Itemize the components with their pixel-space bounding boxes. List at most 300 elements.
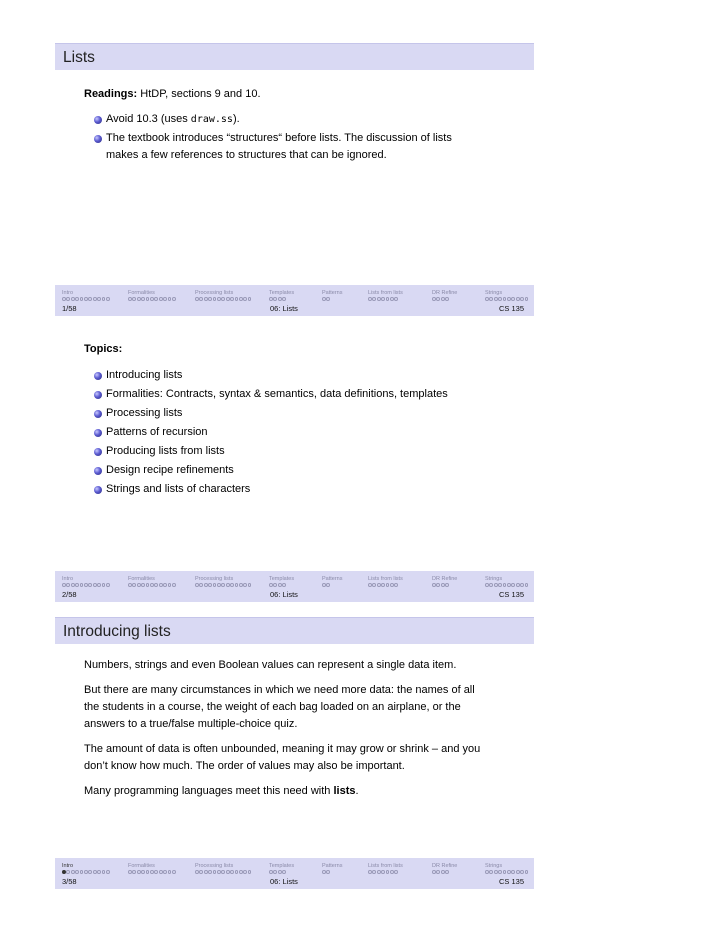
nav-frame-dot[interactable] bbox=[204, 583, 208, 587]
nav-frame-dot[interactable] bbox=[93, 870, 97, 874]
nav-frame-dot[interactable] bbox=[445, 583, 449, 587]
bold-text: lists bbox=[333, 785, 356, 797]
nav-frame-dot[interactable] bbox=[172, 870, 176, 874]
nav-frame-dot[interactable] bbox=[106, 297, 110, 301]
nav-section-dots bbox=[368, 583, 398, 588]
nav-frame-dot[interactable] bbox=[102, 870, 106, 874]
slide-content bbox=[84, 657, 524, 808]
nav-section-label[interactable]: Formalities bbox=[128, 863, 155, 869]
nav-frame-dot[interactable] bbox=[507, 583, 511, 587]
nav-frame-dot[interactable] bbox=[159, 297, 163, 301]
nav-frame-dot[interactable] bbox=[372, 583, 376, 587]
bullet-line: The textbook introduces “structures“ before lists. The discussion of lists bbox=[106, 132, 452, 144]
nav-section-dots bbox=[269, 583, 286, 588]
nav-section-dots bbox=[62, 870, 110, 875]
nav-frame-dot[interactable] bbox=[163, 870, 167, 874]
nav-section-dots bbox=[62, 583, 110, 588]
topics-list bbox=[84, 367, 524, 498]
nav-frame-dot[interactable] bbox=[445, 297, 449, 301]
nav-frame-dot[interactable] bbox=[485, 583, 489, 587]
nav-frame-dot[interactable] bbox=[204, 297, 208, 301]
nav-section-label[interactable]: Patterns bbox=[322, 576, 343, 582]
readings-bullets bbox=[84, 111, 524, 164]
nav-frame-dot[interactable] bbox=[146, 870, 150, 874]
nav-frame-dot[interactable] bbox=[377, 297, 381, 301]
text-line: answers to a true/false multiple-choice quiz. bbox=[84, 718, 298, 730]
topic-text: Patterns of recursion bbox=[106, 426, 208, 438]
text-line: The amount of data is often unbounded, meaning it may grow or shrink – and you bbox=[84, 743, 481, 755]
nav-frame-dot[interactable] bbox=[195, 870, 199, 874]
nav-frame-dot[interactable] bbox=[226, 870, 230, 874]
bullet-text: Avoid 10.3 (uses bbox=[106, 113, 191, 125]
nav-frame-dot[interactable] bbox=[154, 583, 158, 587]
slide-title-bar bbox=[55, 43, 534, 70]
nav-frame-dot[interactable] bbox=[102, 297, 106, 301]
nav-frame-dot[interactable] bbox=[525, 297, 529, 301]
nav-frame-dot[interactable] bbox=[75, 583, 79, 587]
nav-frame-dot[interactable] bbox=[498, 870, 502, 874]
nav-section-label[interactable]: Intro bbox=[62, 863, 74, 869]
nav-frame-dot[interactable] bbox=[213, 870, 217, 874]
nav-frame-dot[interactable] bbox=[525, 583, 529, 587]
nav-section-label[interactable]: Formalities bbox=[128, 576, 155, 582]
nav-frame-dot[interactable] bbox=[520, 870, 524, 874]
nav-frame-dot[interactable] bbox=[97, 297, 101, 301]
nav-section-dots bbox=[322, 870, 330, 875]
nav-frame-dot[interactable] bbox=[154, 870, 158, 874]
nav-frame-dot[interactable] bbox=[520, 297, 524, 301]
nav-frame-dot[interactable] bbox=[282, 583, 286, 587]
topic-item bbox=[84, 405, 524, 422]
bullet-ball-icon bbox=[94, 410, 102, 418]
nav-section-label[interactable]: Processing lists bbox=[195, 576, 234, 582]
nav-frame-dot[interactable] bbox=[221, 297, 225, 301]
nav-frame-dot[interactable] bbox=[213, 297, 217, 301]
bullet-ball-icon bbox=[94, 448, 102, 456]
nav-section-dots bbox=[62, 297, 110, 302]
nav-frame-dot[interactable] bbox=[217, 583, 221, 587]
readings-label: Readings: bbox=[84, 88, 138, 100]
nav-frame-dot[interactable] bbox=[372, 870, 376, 874]
slide-footer bbox=[55, 571, 534, 602]
nav-section-label[interactable]: Lists from lists bbox=[368, 576, 403, 582]
nav-frame-dot[interactable] bbox=[62, 583, 66, 587]
nav-frame-dot[interactable] bbox=[84, 583, 88, 587]
nav-frame-dot[interactable] bbox=[381, 297, 385, 301]
nav-section-dots bbox=[195, 583, 251, 588]
topics-heading: Topics: bbox=[84, 343, 123, 355]
nav-frame-dot[interactable] bbox=[372, 297, 376, 301]
nav-frame-dot[interactable] bbox=[128, 297, 132, 301]
nav-frame-dot[interactable] bbox=[208, 297, 212, 301]
nav-frame-dot[interactable] bbox=[248, 297, 252, 301]
topic-text: Introducing lists bbox=[106, 369, 183, 381]
nav-frame-dot[interactable] bbox=[278, 297, 282, 301]
nav-frame-dot[interactable] bbox=[137, 583, 141, 587]
bullet-text-end: ). bbox=[232, 113, 240, 125]
footer-course: CS 135 bbox=[498, 304, 524, 313]
nav-frame-dot[interactable] bbox=[88, 297, 92, 301]
nav-frame-dot[interactable] bbox=[432, 583, 436, 587]
nav-section-dots bbox=[368, 870, 398, 875]
nav-frame-dot[interactable] bbox=[326, 870, 330, 874]
bullet-ball-icon bbox=[94, 429, 102, 437]
nav-frame-dot[interactable] bbox=[163, 583, 167, 587]
nav-section-dots bbox=[485, 297, 528, 302]
nav-frame-dot[interactable] bbox=[381, 870, 385, 874]
nav-frame-dot[interactable] bbox=[485, 297, 489, 301]
nav-frame-dot[interactable] bbox=[269, 297, 273, 301]
nav-frame-dot[interactable] bbox=[239, 870, 243, 874]
nav-frame-dot[interactable] bbox=[168, 870, 172, 874]
nav-frame-dot[interactable] bbox=[150, 870, 154, 874]
nav-frame-dot[interactable] bbox=[217, 870, 221, 874]
nav-frame-dot[interactable] bbox=[273, 297, 277, 301]
nav-frame-dot[interactable] bbox=[239, 583, 243, 587]
nav-frame-dot[interactable] bbox=[146, 583, 150, 587]
nav-frame-dot[interactable] bbox=[235, 870, 239, 874]
nav-frame-dot[interactable] bbox=[248, 870, 252, 874]
nav-section-label[interactable]: Patterns bbox=[322, 863, 343, 869]
code-text: draw.ss bbox=[190, 114, 233, 125]
nav-frame-dot[interactable] bbox=[516, 583, 520, 587]
nav-section-dots bbox=[269, 297, 286, 302]
nav-frame-dot[interactable] bbox=[80, 870, 84, 874]
nav-frame-dot[interactable] bbox=[525, 870, 529, 874]
nav-section-dots bbox=[432, 870, 449, 875]
nav-section-label[interactable]: Formalities bbox=[128, 290, 155, 296]
nav-frame-dot[interactable] bbox=[71, 297, 75, 301]
nav-frame-dot[interactable] bbox=[66, 870, 70, 874]
nav-frame-dot[interactable] bbox=[172, 297, 176, 301]
slide-footer bbox=[55, 285, 534, 316]
nav-frame-dot[interactable] bbox=[199, 583, 203, 587]
nav-frame-dot[interactable] bbox=[132, 870, 136, 874]
nav-frame-dot[interactable] bbox=[195, 297, 199, 301]
nav-frame-dot[interactable] bbox=[208, 583, 212, 587]
nav-frame-dot[interactable] bbox=[230, 870, 234, 874]
nav-frame-dot[interactable] bbox=[141, 297, 145, 301]
slide-title: Introducing lists bbox=[63, 623, 171, 640]
nav-frame-dot[interactable] bbox=[75, 870, 79, 874]
nav-frame-dot[interactable] bbox=[494, 583, 498, 587]
nav-section-label[interactable]: DR Refine bbox=[432, 290, 458, 296]
slide-2 bbox=[55, 330, 534, 602]
nav-frame-dot[interactable] bbox=[137, 297, 141, 301]
topic-item bbox=[84, 367, 524, 384]
nav-frame-dot[interactable] bbox=[150, 297, 154, 301]
nav-section-dots bbox=[195, 870, 251, 875]
nav-frame-dot[interactable] bbox=[436, 870, 440, 874]
nav-frame-dot[interactable] bbox=[132, 297, 136, 301]
topic-text: Formalities: Contracts, syntax & semantics, data definitions, templates bbox=[106, 388, 448, 400]
nav-frame-dot[interactable] bbox=[390, 583, 394, 587]
nav-frame-dot[interactable] bbox=[106, 870, 110, 874]
nav-frame-dot[interactable] bbox=[269, 583, 273, 587]
nav-frame-dot[interactable] bbox=[132, 583, 136, 587]
nav-frame-dot[interactable] bbox=[199, 297, 203, 301]
nav-frame-dot[interactable] bbox=[278, 870, 282, 874]
nav-frame-dot[interactable] bbox=[163, 297, 167, 301]
nav-section-dots bbox=[485, 583, 528, 588]
nav-frame-dot[interactable] bbox=[221, 583, 225, 587]
nav-frame-dot[interactable] bbox=[489, 583, 493, 587]
nav-frame-dot[interactable] bbox=[66, 583, 70, 587]
nav-section-dots bbox=[128, 297, 176, 302]
topic-item bbox=[84, 424, 524, 441]
nav-frame-dot[interactable] bbox=[503, 870, 507, 874]
nav-frame-dot[interactable] bbox=[511, 583, 515, 587]
slide-content bbox=[84, 86, 524, 164]
page-number: 3/58 bbox=[62, 877, 77, 886]
nav-frame-dot[interactable] bbox=[208, 870, 212, 874]
nav-frame-dot[interactable] bbox=[485, 870, 489, 874]
nav-frame-dot[interactable] bbox=[141, 870, 145, 874]
nav-frame-dot[interactable] bbox=[71, 870, 75, 874]
nav-frame-dot[interactable] bbox=[503, 297, 507, 301]
nav-frame-dot[interactable] bbox=[511, 297, 515, 301]
nav-frame-dot[interactable] bbox=[75, 297, 79, 301]
list-item bbox=[84, 111, 524, 128]
nav-frame-dot[interactable] bbox=[243, 583, 247, 587]
nav-frame-dot[interactable] bbox=[394, 297, 398, 301]
nav-frame-dot[interactable] bbox=[168, 583, 172, 587]
nav-section-label[interactable]: Intro bbox=[62, 576, 74, 582]
nav-frame-dot[interactable] bbox=[273, 870, 277, 874]
slide-1 bbox=[55, 43, 534, 316]
topic-item bbox=[84, 462, 524, 479]
nav-section-label[interactable]: Strings bbox=[485, 863, 503, 869]
nav-frame-dot[interactable] bbox=[93, 297, 97, 301]
nav-section-dots bbox=[195, 297, 251, 302]
nav-section-dots bbox=[269, 870, 286, 875]
slide-title-bar bbox=[55, 617, 534, 644]
nav-section-label[interactable]: Templates bbox=[269, 290, 295, 296]
nav-frame-dot[interactable] bbox=[195, 583, 199, 587]
nav-frame-dot[interactable] bbox=[520, 583, 524, 587]
nav-section-label[interactable]: Patterns bbox=[322, 290, 343, 296]
nav-frame-dot[interactable] bbox=[88, 583, 92, 587]
nav-frame-dot[interactable] bbox=[494, 297, 498, 301]
nav-frame-dot[interactable] bbox=[243, 297, 247, 301]
footer-title: 06: Lists bbox=[270, 877, 298, 886]
nav-frame-dot[interactable] bbox=[494, 870, 498, 874]
bullet-ball-icon bbox=[94, 391, 102, 399]
nav-frame-dot[interactable] bbox=[432, 870, 436, 874]
nav-frame-dot[interactable] bbox=[62, 297, 66, 301]
nav-frame-dot[interactable] bbox=[322, 870, 326, 874]
nav-frame-dot[interactable] bbox=[204, 870, 208, 874]
nav-frame-dot[interactable] bbox=[217, 297, 221, 301]
nav-frame-dot[interactable] bbox=[93, 583, 97, 587]
nav-frame-dot[interactable] bbox=[390, 297, 394, 301]
nav-frame-dot[interactable] bbox=[199, 870, 203, 874]
nav-frame-dot[interactable] bbox=[445, 870, 449, 874]
page-number: 1/58 bbox=[62, 304, 77, 313]
nav-frame-dot[interactable] bbox=[97, 870, 101, 874]
nav-frame-dot[interactable] bbox=[239, 297, 243, 301]
topic-item bbox=[84, 386, 524, 403]
nav-section-dots bbox=[432, 297, 449, 302]
nav-frame-dot[interactable] bbox=[230, 583, 234, 587]
nav-frame-dot[interactable] bbox=[503, 583, 507, 587]
nav-section-label[interactable]: Lists from lists bbox=[368, 290, 403, 296]
nav-frame-dot[interactable] bbox=[273, 583, 277, 587]
nav-section-dots bbox=[485, 870, 528, 875]
nav-frame-dot[interactable] bbox=[62, 870, 66, 874]
nav-frame-dot[interactable] bbox=[390, 870, 394, 874]
nav-frame-dot[interactable] bbox=[226, 297, 230, 301]
nav-frame-dot[interactable] bbox=[441, 583, 445, 587]
nav-frame-dot[interactable] bbox=[368, 297, 372, 301]
nav-frame-dot[interactable] bbox=[80, 297, 84, 301]
text: Many programming languages meet this need with bbox=[84, 785, 334, 797]
nav-frame-dot[interactable] bbox=[221, 870, 225, 874]
nav-frame-dot[interactable] bbox=[436, 583, 440, 587]
nav-section-label[interactable]: Strings bbox=[485, 576, 503, 582]
nav-section-label[interactable]: Templates bbox=[269, 863, 295, 869]
text-line: But there are many circumstances in which we need more data: the names of all bbox=[84, 684, 475, 696]
nav-section-label[interactable]: Templates bbox=[269, 576, 295, 582]
nav-frame-dot[interactable] bbox=[436, 297, 440, 301]
nav-frame-dot[interactable] bbox=[516, 297, 520, 301]
nav-frame-dot[interactable] bbox=[226, 583, 230, 587]
nav-frame-dot[interactable] bbox=[230, 297, 234, 301]
nav-frame-dot[interactable] bbox=[394, 870, 398, 874]
slide-title: Lists bbox=[63, 49, 95, 66]
nav-section-dots bbox=[322, 297, 330, 302]
nav-frame-dot[interactable] bbox=[498, 583, 502, 587]
readings-text: HtDP, sections 9 and 10. bbox=[140, 88, 261, 100]
nav-frame-dot[interactable] bbox=[128, 870, 132, 874]
nav-frame-dot[interactable] bbox=[102, 583, 106, 587]
nav-frame-dot[interactable] bbox=[80, 583, 84, 587]
nav-frame-dot[interactable] bbox=[516, 870, 520, 874]
nav-frame-dot[interactable] bbox=[322, 297, 326, 301]
nav-frame-dot[interactable] bbox=[326, 583, 330, 587]
paragraph: Numbers, strings and even Boolean values can represent a single data item. bbox=[84, 659, 457, 671]
nav-frame-dot[interactable] bbox=[282, 297, 286, 301]
nav-frame-dot[interactable] bbox=[88, 870, 92, 874]
nav-frame-dot[interactable] bbox=[441, 297, 445, 301]
nav-frame-dot[interactable] bbox=[386, 870, 390, 874]
topic-text: Strings and lists of characters bbox=[106, 483, 251, 495]
nav-frame-dot[interactable] bbox=[84, 297, 88, 301]
paragraph bbox=[84, 741, 524, 775]
nav-frame-dot[interactable] bbox=[441, 870, 445, 874]
nav-section-label[interactable]: Processing lists bbox=[195, 290, 234, 296]
nav-frame-dot[interactable] bbox=[322, 583, 326, 587]
nav-frame-dot[interactable] bbox=[511, 870, 515, 874]
nav-frame-dot[interactable] bbox=[489, 297, 493, 301]
paragraph bbox=[84, 783, 524, 800]
nav-frame-dot[interactable] bbox=[66, 297, 70, 301]
nav-frame-dot[interactable] bbox=[278, 583, 282, 587]
nav-frame-dot[interactable] bbox=[213, 583, 217, 587]
nav-frame-dot[interactable] bbox=[386, 583, 390, 587]
nav-frame-dot[interactable] bbox=[368, 583, 372, 587]
nav-frame-dot[interactable] bbox=[243, 870, 247, 874]
bullet-ball-icon bbox=[94, 116, 102, 124]
nav-frame-dot[interactable] bbox=[97, 583, 101, 587]
nav-frame-dot[interactable] bbox=[154, 297, 158, 301]
slide-content bbox=[84, 341, 524, 500]
slide-footer bbox=[55, 858, 534, 889]
list-item bbox=[84, 130, 524, 164]
nav-frame-dot[interactable] bbox=[489, 870, 493, 874]
nav-frame-dot[interactable] bbox=[377, 870, 381, 874]
nav-frame-dot[interactable] bbox=[248, 583, 252, 587]
nav-frame-dot[interactable] bbox=[377, 583, 381, 587]
nav-frame-dot[interactable] bbox=[432, 297, 436, 301]
topic-text: Design recipe refinements bbox=[106, 464, 234, 476]
nav-frame-dot[interactable] bbox=[150, 583, 154, 587]
nav-frame-dot[interactable] bbox=[507, 297, 511, 301]
slide-3 bbox=[55, 617, 534, 889]
nav-section-label[interactable]: Lists from lists bbox=[368, 863, 403, 869]
nav-frame-dot[interactable] bbox=[368, 870, 372, 874]
nav-frame-dot[interactable] bbox=[381, 583, 385, 587]
bullet-ball-icon bbox=[94, 135, 102, 143]
nav-frame-dot[interactable] bbox=[282, 870, 286, 874]
bullet-ball-icon bbox=[94, 467, 102, 475]
nav-frame-dot[interactable] bbox=[507, 870, 511, 874]
nav-frame-dot[interactable] bbox=[146, 297, 150, 301]
bullet-ball-icon bbox=[94, 486, 102, 494]
topic-text: Processing lists bbox=[106, 407, 183, 419]
nav-frame-dot[interactable] bbox=[159, 870, 163, 874]
nav-section-dots bbox=[432, 583, 449, 588]
text-line: don’t know how much. The order of values may also be important. bbox=[84, 760, 405, 772]
footer-title: 06: Lists bbox=[270, 590, 298, 599]
nav-frame-dot[interactable] bbox=[394, 583, 398, 587]
nav-section-dots bbox=[368, 297, 398, 302]
nav-frame-dot[interactable] bbox=[235, 583, 239, 587]
paragraph bbox=[84, 682, 524, 733]
nav-frame-dot[interactable] bbox=[106, 583, 110, 587]
nav-frame-dot[interactable] bbox=[71, 583, 75, 587]
nav-frame-dot[interactable] bbox=[141, 583, 145, 587]
nav-frame-dot[interactable] bbox=[159, 583, 163, 587]
nav-frame-dot[interactable] bbox=[168, 297, 172, 301]
nav-section-dots bbox=[128, 870, 176, 875]
nav-frame-dot[interactable] bbox=[172, 583, 176, 587]
nav-section-label[interactable]: Intro bbox=[62, 290, 74, 296]
nav-frame-dot[interactable] bbox=[84, 870, 88, 874]
topic-item bbox=[84, 443, 524, 460]
nav-frame-dot[interactable] bbox=[498, 297, 502, 301]
text-line: the students in a course, the weight of each bag loaded on an airplane, or the bbox=[84, 701, 461, 713]
nav-section-dots bbox=[128, 583, 176, 588]
nav-frame-dot[interactable] bbox=[269, 870, 273, 874]
nav-frame-dot[interactable] bbox=[128, 583, 132, 587]
nav-section-label[interactable]: DR Refine bbox=[432, 863, 458, 869]
nav-section-label[interactable]: Strings bbox=[485, 290, 503, 296]
topic-text: Producing lists from lists bbox=[106, 445, 225, 457]
nav-frame-dot[interactable] bbox=[235, 297, 239, 301]
nav-frame-dot[interactable] bbox=[326, 297, 330, 301]
nav-frame-dot[interactable] bbox=[137, 870, 141, 874]
text-end: . bbox=[355, 785, 359, 797]
nav-frame-dot[interactable] bbox=[386, 297, 390, 301]
nav-section-dots bbox=[322, 583, 330, 588]
bullet-ball-icon bbox=[94, 372, 102, 380]
nav-section-label[interactable]: DR Refine bbox=[432, 576, 458, 582]
footer-title: 06: Lists bbox=[270, 304, 298, 313]
nav-section-label[interactable]: Processing lists bbox=[195, 863, 234, 869]
page-number: 2/58 bbox=[62, 590, 77, 599]
footer-course: CS 135 bbox=[498, 590, 524, 599]
